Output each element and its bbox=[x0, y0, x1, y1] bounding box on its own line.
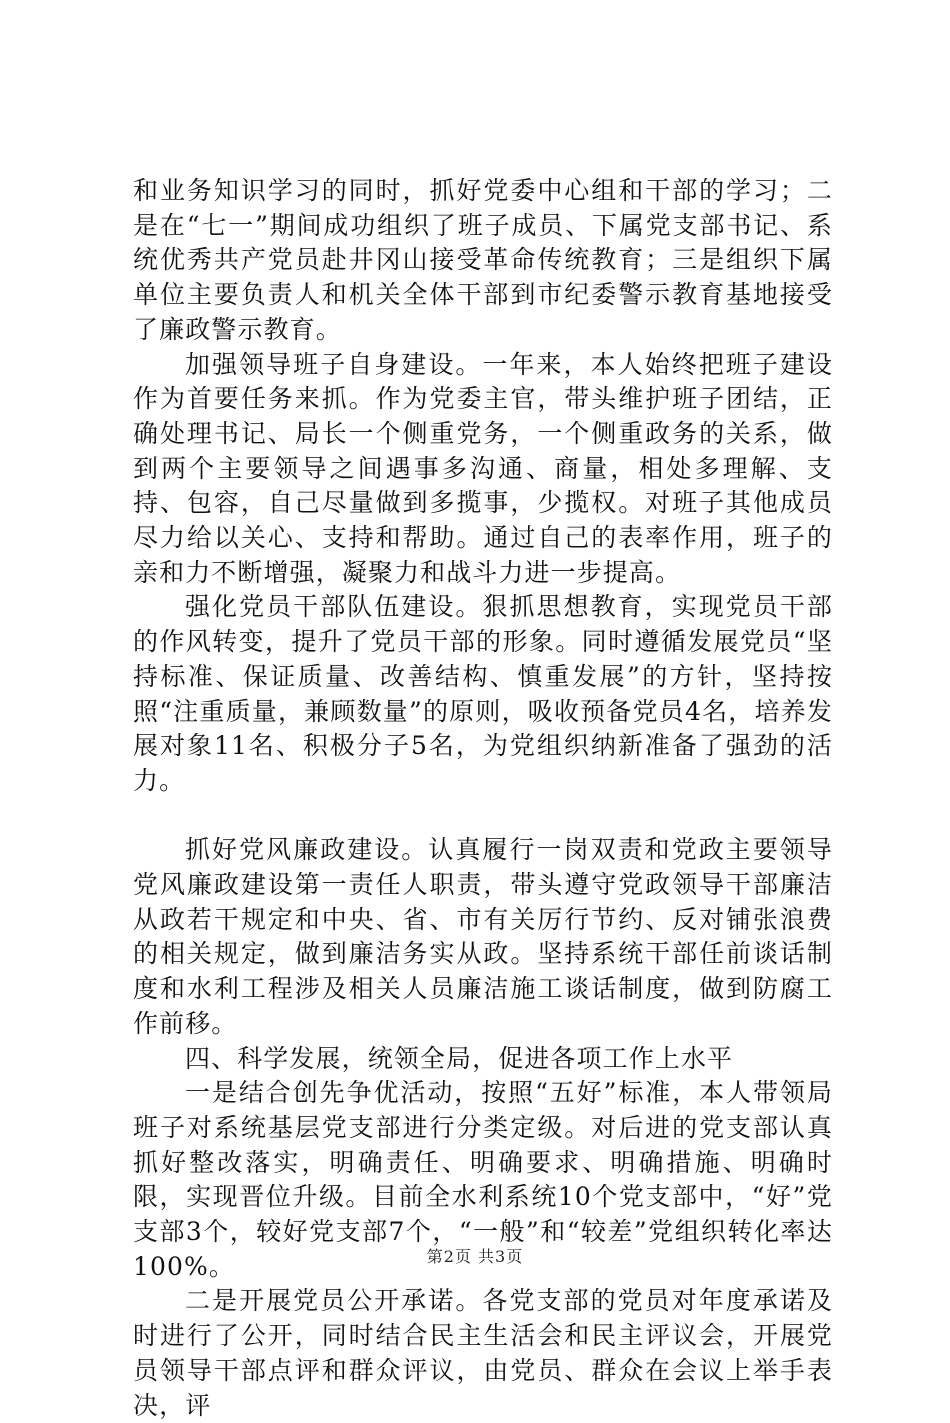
paragraph-spacer bbox=[133, 799, 833, 834]
paragraph-2: 加强领导班子自身建设。一年来，本人始终把班子建设作为首要任务来抓。作为党委主官，带头维护班子团结，正确处理书记、局长一个侧重党务，一个侧重政务的关系，做到两个主要领导之间遇事多沟通、商量，相处多理解、支持、包容，自己尽量做到多揽事，少揽权。对班子其他成员尽力给以关心、支持和帮助。通过自己的表率作用，班子的亲和力不断增强，凝聚力和战斗力进一步提高。 bbox=[133, 349, 833, 587]
paragraph-4: 抓好党风廉政建设。认真履行一岗双责和党政主要领导党风廉政建设第一责任人职责，带头遵守党政领导干部廉洁从政若干规定和中央、省、市有关厉行节约、反对铺张浪费的相关规定，做到廉洁务实从政。坚持系统干部任前谈话制度和水利工程涉及相关人员廉洁施工谈话制度，做到防腐工作前移。 bbox=[133, 835, 833, 1038]
paragraph-3: 强化党员干部队伍建设。狠抓思想教育，实现党员干部的作风转变，提升了党员干部的形象。同时遵循发展党员“坚持标准、保证质量、改善结构、慎重发展”的方针，坚持按照“注重质量，兼顾数量”的原则，吸收预备党员4名，培养发展对象11名、积极分子5名，为党组织纳新准备了强劲的活力。 bbox=[133, 592, 833, 795]
paragraph-1: 和业务知识学习的同时，抓好党委中心组和干部的学习；二是在“七一”期间成功组织了班子成员、下属党支部书记、系统优秀共产党员赴井冈山接受革命传统教育；三是组织下属单位主要负责人和机关全体干部到市纪委警示教育基地接受了廉政警示教育。 bbox=[133, 176, 833, 344]
page-footer: 第2页 共3页 bbox=[426, 1247, 524, 1266]
paragraph-6: 二是开展党员公开承诺。各党支部的党员对年度承诺及时进行了公开，同时结合民主生活会和民主评议会，开展党员领导干部点评和群众评议，由党员、群众在会议上举手表决，评 bbox=[133, 1286, 833, 1420]
document-body bbox=[133, 174, 833, 1423]
section-heading: 四、科学发展，统领全局，促进各项工作上水平 bbox=[185, 1043, 734, 1073]
paragraph-5: 一是结合创先争优活动，按照“五好”标准，本人带领局班子对系统基层党支部进行分类定级。对后进的党支部认真抓好整改落实，明确责任、明确要求、明确措施、明确时限，实现晋位升级。目前全水利系统10个党支部中，“好”党支部3个，较好党支部7个，“一般”和“较差”党组织转化率达100%。 bbox=[133, 1078, 833, 1281]
